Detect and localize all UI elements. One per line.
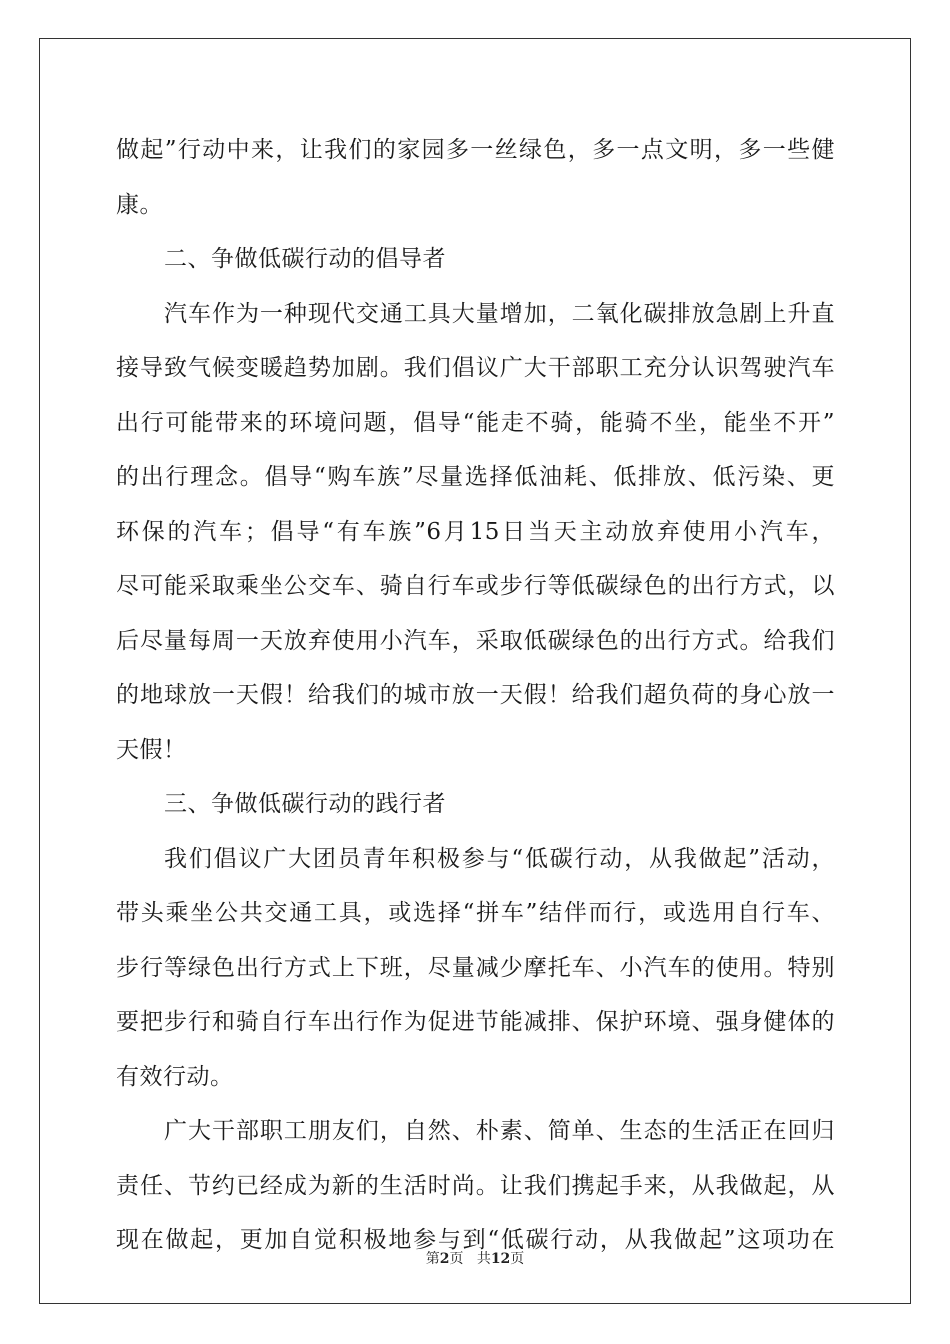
text-line: 步行等绿色出行方式上下班，尽量减少摩托车、小汽车的使用。特别 bbox=[116, 954, 835, 981]
section-heading: 三、争做低碳行动的践行者 bbox=[164, 791, 446, 817]
document-body bbox=[116, 123, 835, 1268]
text-line: 环保的汽车；倡导“有车族”6月15日当天主动放弃使用小汽车， bbox=[116, 518, 835, 545]
text-line: 现在做起，更加自觉积极地参与到“低碳行动，从我做起”这项功在 bbox=[116, 1227, 835, 1253]
page-prefix: 第 bbox=[425, 1251, 440, 1267]
page-suffix: 页 bbox=[449, 1251, 464, 1267]
text-line: 天假！ bbox=[116, 736, 187, 763]
text-line: 后尽量每周一天放弃使用小汽车，采取低碳绿色的出行方式。给我们 bbox=[116, 627, 835, 654]
total-pages: 12 bbox=[490, 1251, 511, 1267]
text-line: 广大干部职工朋友们，自然、朴素、简单、生态的生活正在回归 bbox=[164, 1118, 835, 1144]
text-line: 接导致气候变暖趋势加剧。我们倡议广大干部职工充分认识驾驶汽车 bbox=[116, 355, 835, 381]
text-line: 我们倡议广大团员青年积极参与“低碳行动，从我做起”活动， bbox=[164, 845, 835, 872]
page-footer bbox=[0, 1248, 950, 1268]
section-heading: 二、争做低碳行动的倡导者 bbox=[164, 246, 446, 272]
text-line: 要把步行和骑自行车出行作为促进节能减排、保护环境、强身健体的 bbox=[116, 1009, 835, 1035]
text-line: 带头乘坐公共交通工具，或选择“拼车”结伴而行，或选用自行车、 bbox=[116, 900, 835, 926]
text-line: 出行可能带来的环境问题，倡导“能走不骑，能骑不坐，能坐不开” bbox=[116, 409, 835, 436]
text-line: 责任、节约已经成为新的生活时尚。让我们携起手来，从我做起，从 bbox=[116, 1172, 835, 1199]
text-line: 尽可能采取乘坐公交车、骑自行车或步行等低碳绿色的出行方式，以 bbox=[116, 573, 835, 599]
text-line: 的出行理念。倡导“购车族”尽量选择低油耗、低排放、低污染、更 bbox=[116, 464, 835, 490]
text-line: 有效行动。 bbox=[116, 1063, 234, 1090]
page-number: 2 bbox=[439, 1251, 450, 1267]
total-prefix: 共 bbox=[476, 1251, 491, 1267]
text-line: 汽车作为一种现代交通工具大量增加，二氧化碳排放急剧上升直 bbox=[164, 300, 835, 327]
text-line: 的地球放一天假！给我们的城市放一天假！给我们超负荷的身心放一 bbox=[116, 682, 835, 708]
text-line: 康。 bbox=[116, 191, 163, 218]
total-suffix: 页 bbox=[510, 1251, 525, 1267]
text-line: 做起”行动中来，让我们的家园多一丝绿色，多一点文明，多一些健 bbox=[116, 137, 835, 163]
